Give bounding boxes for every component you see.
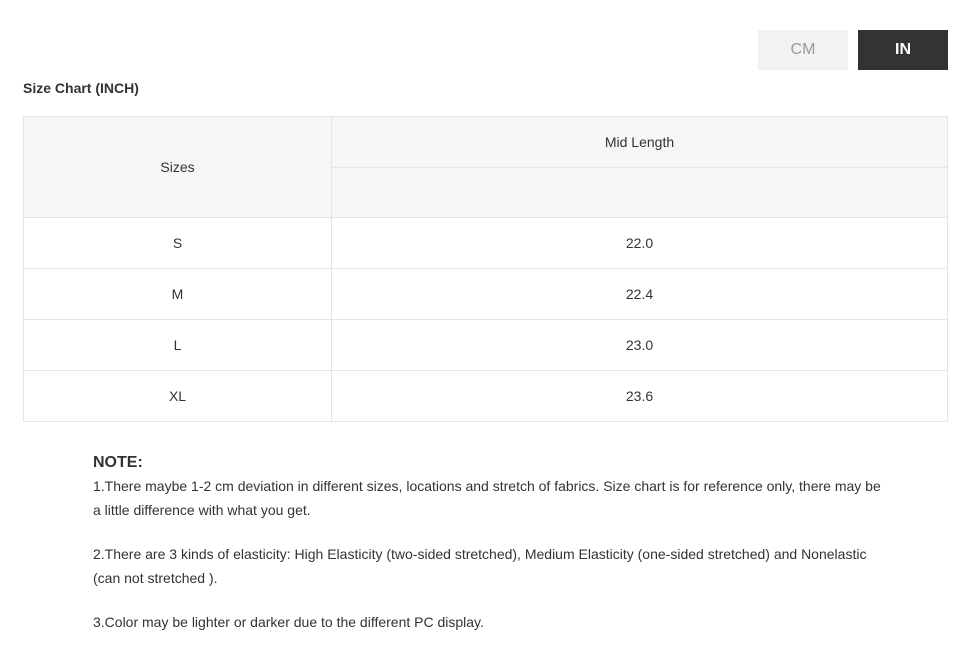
mid-length-subheader bbox=[332, 168, 948, 218]
table-row bbox=[24, 269, 948, 320]
mid-length-header: Mid Length bbox=[332, 117, 948, 168]
size-table bbox=[23, 116, 948, 422]
note-item: 3.Color may be lighter or darker due to the different PC display. bbox=[93, 614, 484, 630]
sizes-header: Sizes bbox=[24, 117, 332, 218]
size-chart-title: Size Chart (INCH) bbox=[23, 80, 139, 96]
size-cell: M bbox=[24, 269, 332, 320]
cm-unit-button[interactable]: CM bbox=[758, 30, 848, 70]
size-cell: XL bbox=[24, 371, 332, 422]
table-row bbox=[24, 320, 948, 371]
note-item: 2.There are 3 kinds of elasticity: High Elasticity (two-sided stretched), Medium Elasticity (one-sided stretched) and Nonelastic (can not stretched ). bbox=[93, 546, 867, 586]
note-item: 1.There maybe 1-2 cm deviation in different sizes, locations and stretch of fabrics. Size chart is for reference only, there may be a little difference with what you get. bbox=[93, 478, 881, 518]
size-cell: L bbox=[24, 320, 332, 371]
unit-toggle bbox=[758, 30, 948, 70]
table-row bbox=[24, 371, 948, 422]
table-header-row bbox=[24, 117, 948, 168]
notes-section bbox=[93, 453, 883, 651]
mid-length-cell: 22.0 bbox=[332, 218, 948, 269]
mid-length-cell: 22.4 bbox=[332, 269, 948, 320]
in-unit-button[interactable]: IN bbox=[858, 30, 948, 70]
notes-heading: NOTE: bbox=[93, 454, 143, 471]
mid-length-cell: 23.0 bbox=[332, 320, 948, 371]
mid-length-cell: 23.6 bbox=[332, 371, 948, 422]
size-cell: S bbox=[24, 218, 332, 269]
table-row bbox=[24, 218, 948, 269]
